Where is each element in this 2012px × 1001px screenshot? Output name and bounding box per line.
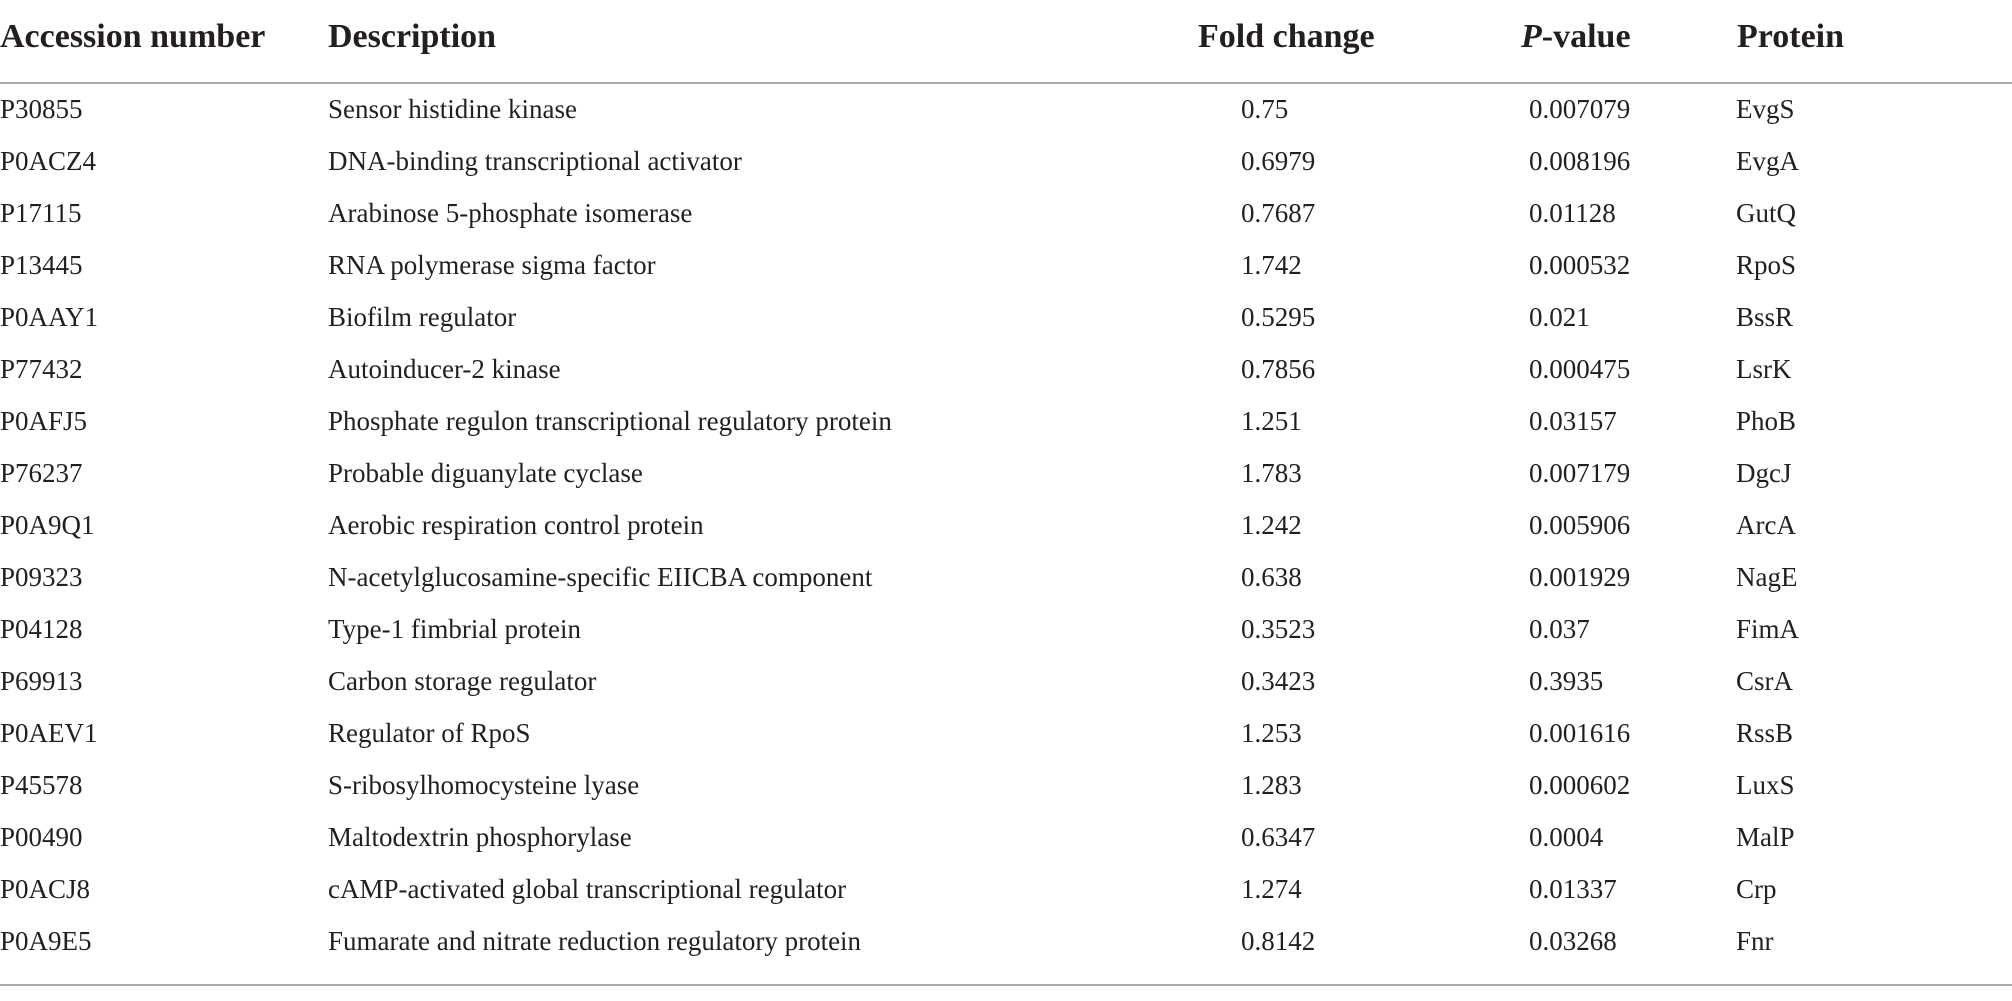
cell-fold-change: 1.274 <box>1241 874 1302 904</box>
cell-description: Fumarate and nitrate reduction regulatory protein <box>328 926 862 956</box>
table-row <box>0 292 2012 344</box>
header-fold-change: Fold change <box>1198 18 1375 55</box>
cell-fold-change: 0.5295 <box>1241 302 1316 332</box>
table-row <box>0 604 2012 656</box>
cell-fold-change: 0.3523 <box>1241 614 1316 644</box>
cell-accession-number: P0A9E5 <box>0 926 92 956</box>
cell-description: Type-1 fimbrial protein <box>328 614 582 644</box>
cell-protein: Fnr <box>1736 926 1774 956</box>
table-row <box>0 448 2012 500</box>
cell-fold-change: 0.3423 <box>1241 666 1316 696</box>
cell-description: Regulator of RpoS <box>328 718 531 748</box>
cell-fold-change: 1.251 <box>1241 406 1302 436</box>
cell-protein: DgcJ <box>1736 458 1792 488</box>
table-row <box>0 812 2012 864</box>
table-row <box>0 344 2012 396</box>
cell-protein: CsrA <box>1736 666 1794 696</box>
cell-accession-number: P0A9Q1 <box>0 510 95 540</box>
cell-description: N-acetylglucosamine-specific EIICBA component <box>328 562 873 592</box>
cell-accession-number: P0AEV1 <box>0 718 98 748</box>
cell-protein: MalP <box>1736 822 1795 852</box>
cell-protein: RpoS <box>1736 250 1797 280</box>
cell-accession-number: P04128 <box>0 614 83 644</box>
cell-accession-number: P0AAY1 <box>0 302 99 332</box>
cell-description: Autoinducer-2 kinase <box>328 354 561 384</box>
cell-protein: BssR <box>1736 302 1794 332</box>
cell-accession-number: P0ACZ4 <box>0 146 97 176</box>
table-header <box>0 0 2012 84</box>
cell-fold-change: 0.8142 <box>1241 926 1316 956</box>
cell-protein: EvgS <box>1736 94 1795 124</box>
header-accession-number: Accession number <box>0 18 266 55</box>
cell-description: Probable diguanylate cyclase <box>328 458 643 488</box>
cell-description: Sensor histidine kinase <box>328 94 577 124</box>
table-body <box>0 84 2012 968</box>
table-bottom-rule <box>0 984 2012 986</box>
cell-accession-number: P76237 <box>0 458 83 488</box>
cell-fold-change: 0.75 <box>1241 94 1289 124</box>
cell-description: Aerobic respiration control protein <box>328 510 704 540</box>
table-row <box>0 188 2012 240</box>
cell-p-value: 0.021 <box>1529 302 1590 332</box>
cell-accession-number: P69913 <box>0 666 83 696</box>
header-p-value-italic: P <box>1521 18 1542 55</box>
cell-protein: LuxS <box>1736 770 1795 800</box>
cell-fold-change: 0.7856 <box>1241 354 1316 384</box>
cell-p-value: 0.005906 <box>1529 510 1631 540</box>
cell-accession-number: P30855 <box>0 94 83 124</box>
table-row <box>0 708 2012 760</box>
cell-p-value: 0.007079 <box>1529 94 1631 124</box>
cell-description: Arabinose 5-phosphate isomerase <box>328 198 693 228</box>
cell-description: cAMP-activated global transcriptional regulator <box>328 874 847 904</box>
cell-p-value: 0.03268 <box>1529 926 1617 956</box>
cell-accession-number: P09323 <box>0 562 83 592</box>
cell-fold-change: 0.638 <box>1241 562 1302 592</box>
cell-p-value: 0.000602 <box>1529 770 1631 800</box>
cell-description: Maltodextrin phosphorylase <box>328 822 632 852</box>
cell-accession-number: P00490 <box>0 822 83 852</box>
cell-p-value: 0.000475 <box>1529 354 1631 384</box>
table-row <box>0 500 2012 552</box>
cell-fold-change: 0.7687 <box>1241 198 1316 228</box>
cell-fold-change: 1.283 <box>1241 770 1302 800</box>
cell-p-value: 0.01337 <box>1529 874 1617 904</box>
table-row <box>0 136 2012 188</box>
table-row <box>0 84 2012 136</box>
header-description: Description <box>328 18 497 55</box>
cell-description: S-ribosylhomocysteine lyase <box>328 770 640 800</box>
cell-description: RNA polymerase sigma factor <box>328 250 656 280</box>
table-row <box>0 240 2012 292</box>
cell-p-value: 0.0004 <box>1529 822 1604 852</box>
table-row <box>0 396 2012 448</box>
cell-fold-change: 0.6979 <box>1241 146 1316 176</box>
cell-description: DNA-binding transcriptional activator <box>328 146 742 176</box>
table-row <box>0 760 2012 812</box>
cell-protein: PhoB <box>1736 406 1797 436</box>
cell-p-value: 0.008196 <box>1529 146 1631 176</box>
header-p-value <box>1521 18 1631 56</box>
cell-fold-change: 1.253 <box>1241 718 1302 748</box>
cell-description: Carbon storage regulator <box>328 666 597 696</box>
cell-protein: FimA <box>1736 614 1800 644</box>
cell-p-value: 0.007179 <box>1529 458 1631 488</box>
cell-accession-number: P17115 <box>0 198 82 228</box>
table-row <box>0 552 2012 604</box>
cell-fold-change: 0.6347 <box>1241 822 1316 852</box>
cell-fold-change: 1.242 <box>1241 510 1302 540</box>
cell-protein: LsrK <box>1736 354 1792 384</box>
cell-description: Phosphate regulon transcriptional regulatory protein <box>328 406 892 436</box>
header-p-value-rest: -value <box>1541 18 1631 55</box>
table-row <box>0 916 2012 968</box>
cell-protein: ArcA <box>1736 510 1796 540</box>
cell-accession-number: P0ACJ8 <box>0 874 91 904</box>
cell-protein: Crp <box>1736 874 1777 904</box>
cell-p-value: 0.000532 <box>1529 250 1631 280</box>
cell-accession-number: P0AFJ5 <box>0 406 88 436</box>
cell-accession-number: P77432 <box>0 354 83 384</box>
cell-p-value: 0.001616 <box>1529 718 1631 748</box>
cell-accession-number: P13445 <box>0 250 83 280</box>
table-row <box>0 656 2012 708</box>
cell-p-value: 0.03157 <box>1529 406 1617 436</box>
cell-p-value: 0.3935 <box>1529 666 1604 696</box>
cell-protein: GutQ <box>1736 198 1796 228</box>
cell-protein: NagE <box>1736 562 1798 592</box>
cell-accession-number: P45578 <box>0 770 83 800</box>
cell-p-value: 0.037 <box>1529 614 1590 644</box>
cell-protein: RssB <box>1736 718 1794 748</box>
cell-description: Biofilm regulator <box>328 302 517 332</box>
cell-p-value: 0.001929 <box>1529 562 1631 592</box>
cell-fold-change: 1.742 <box>1241 250 1302 280</box>
cell-protein: EvgA <box>1736 146 1799 176</box>
cell-p-value: 0.01128 <box>1529 198 1616 228</box>
header-protein: Protein <box>1737 18 1845 55</box>
cell-fold-change: 1.783 <box>1241 458 1302 488</box>
table-row <box>0 864 2012 916</box>
